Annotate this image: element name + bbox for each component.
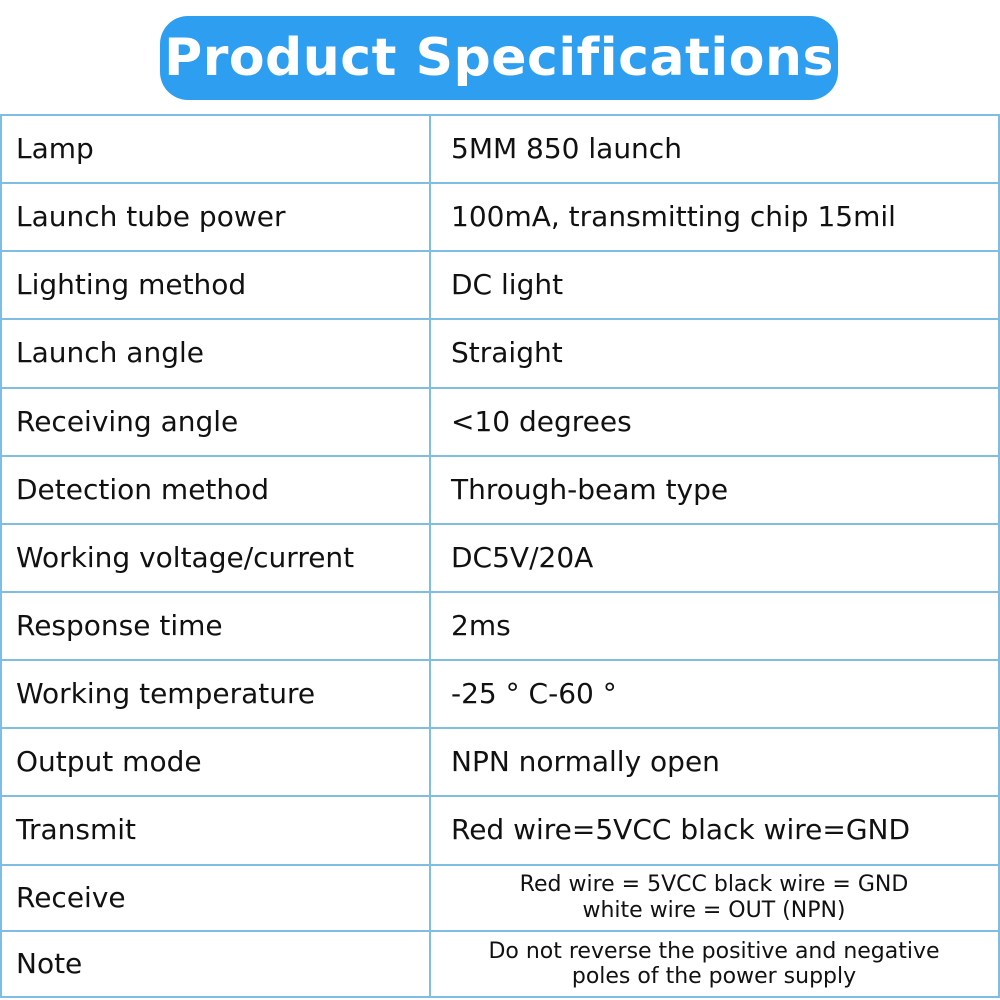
table-row bbox=[1, 456, 999, 524]
spec-label-response-time: Response time bbox=[1, 592, 430, 660]
spec-label-note: Note bbox=[1, 931, 430, 997]
spec-label-receiving-angle: Receiving angle bbox=[1, 388, 430, 456]
table-row bbox=[1, 865, 999, 931]
spec-label-receive: Receive bbox=[1, 865, 430, 931]
spec-value-receive-line-1: Red wire = 5VCC black wire = GND bbox=[519, 872, 909, 898]
spec-value-launch-angle: Straight bbox=[430, 319, 999, 387]
spec-value-detection-method: Through-beam type bbox=[430, 456, 999, 524]
spec-value-output-mode: NPN normally open bbox=[430, 728, 999, 796]
table-row bbox=[1, 388, 999, 456]
table-row bbox=[1, 524, 999, 592]
spec-value-note-line-1: Do not reverse the positive and negative bbox=[488, 938, 940, 964]
spec-value-response-time: 2ms bbox=[430, 592, 999, 660]
table-row bbox=[1, 183, 999, 251]
spec-value-launch-tube-power: 100mA, transmitting chip 15mil bbox=[430, 183, 999, 251]
table-row bbox=[1, 251, 999, 319]
table-row bbox=[1, 319, 999, 387]
spec-value-receive bbox=[430, 865, 999, 931]
spec-value-receive-line-2: white wire = OUT (NPN) bbox=[582, 897, 846, 923]
table-row bbox=[1, 796, 999, 864]
page-title: Product Specifications bbox=[160, 16, 838, 100]
spec-value-note-line-2: poles of the power supply bbox=[571, 963, 857, 989]
spec-value-lamp: 5MM 850 launch bbox=[430, 115, 999, 183]
spec-label-transmit: Transmit bbox=[1, 796, 430, 864]
spec-value-receiving-angle: <10 degrees bbox=[430, 388, 999, 456]
spec-label-lighting-method: Lighting method bbox=[1, 251, 430, 319]
spec-label-lamp: Lamp bbox=[1, 115, 430, 183]
table-row bbox=[1, 728, 999, 796]
spec-value-note bbox=[430, 931, 999, 997]
table-row bbox=[1, 660, 999, 728]
spec-table bbox=[0, 114, 1000, 998]
spec-value-transmit: Red wire=5VCC black wire=GND bbox=[430, 796, 999, 864]
spec-label-detection-method: Detection method bbox=[1, 456, 430, 524]
table-row bbox=[1, 115, 999, 183]
spec-label-launch-tube-power: Launch tube power bbox=[1, 183, 430, 251]
table-row bbox=[1, 592, 999, 660]
spec-value-working-voltage-current: DC5V/20A bbox=[430, 524, 999, 592]
spec-label-working-temperature: Working temperature bbox=[1, 660, 430, 728]
spec-value-lighting-method: DC light bbox=[430, 251, 999, 319]
spec-label-launch-angle: Launch angle bbox=[1, 319, 430, 387]
spec-label-working-voltage-current: Working voltage/current bbox=[1, 524, 430, 592]
spec-value-working-temperature: -25 ° C-60 ° bbox=[430, 660, 999, 728]
table-row bbox=[1, 931, 999, 997]
spec-label-output-mode: Output mode bbox=[1, 728, 430, 796]
